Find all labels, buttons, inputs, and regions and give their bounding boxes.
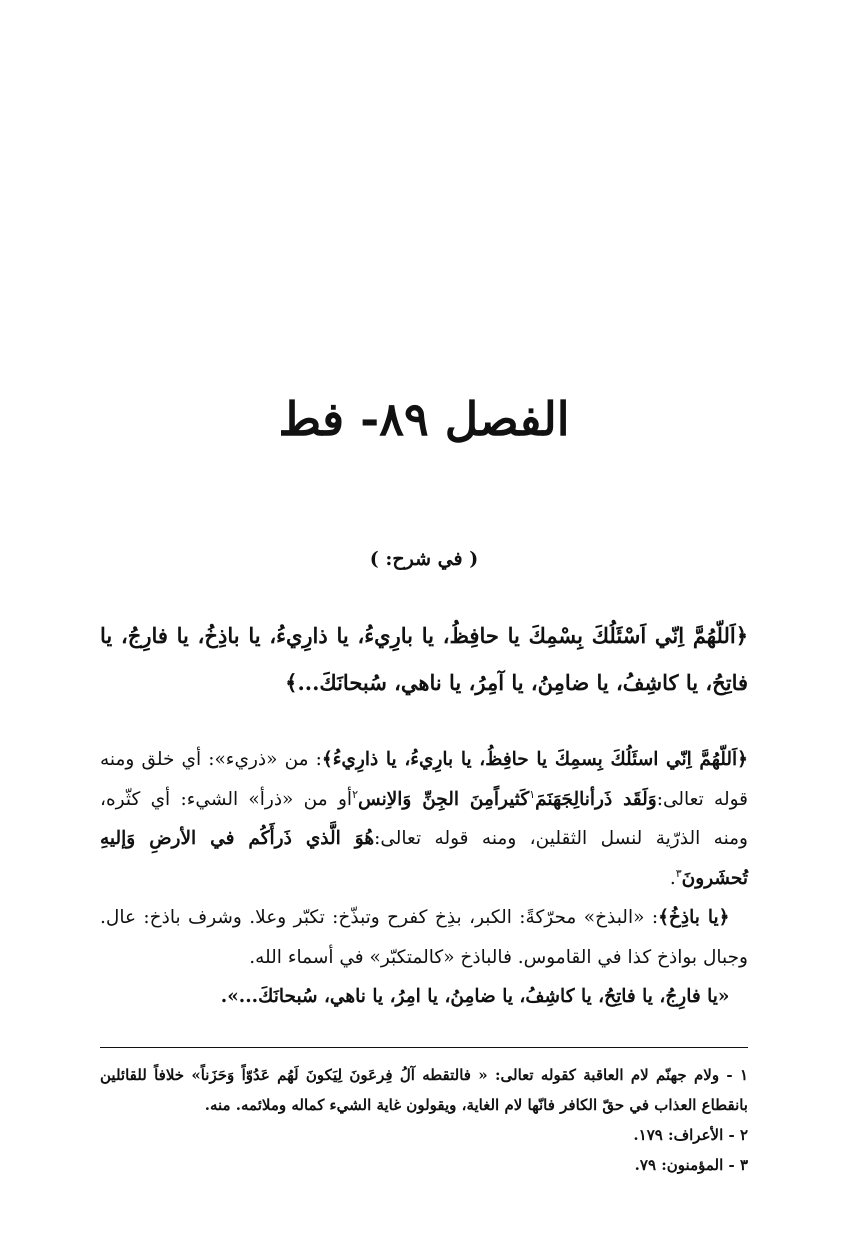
quoted-phrase: «يا فارِجُ، يا فاتِحُ، يا كاشِفُ، يا ضامِنُ، يا امِرُ، يا ناهي، سُبحانَكَ...». (220, 986, 730, 1007)
ornate-bracket-close: ﴾ (285, 670, 298, 695)
ornate-bracket-open: ﴿ (735, 623, 748, 648)
footnote-3: ٣ - المؤمنون: ٧٩. (634, 1156, 748, 1174)
footnote-ref: ٢ (352, 787, 358, 801)
footnote-1: ١ - ولام جهنّم لام العاقبة كقوله تعالى: « فالتقطه آلُ فِرعَونَ لِيَكونَ لَهُم عَدُوّاً وَحَزَناً» خلافاً للقائلين بانقطاع العذاب في حقّ الكافر فانّها لام الغاية، ويقولون غاية الشيء كماله وملائمه. منه. (100, 1066, 748, 1114)
quoted-phrase: يا باذِخُ (668, 907, 719, 928)
commentary-text: : «البذخ» محرّكةً: الكبر، بذِخ كفرح وتبذّخ: تكبّر وعلا. وشرف باذخ: عال. وجبال بواذخ كذا في القاموس. فالباذخ «كالمتكبّر» في أسماء الله. (100, 907, 748, 968)
quoted-phrase: اَللّهُمَّ اِنّي اسئَلُكَ بِسمِكَ يا حافِظُ، يا بارِيءُ، يا ذارِيءُ (332, 749, 738, 770)
prayer-text (100, 612, 748, 706)
footnote-divider (100, 1047, 748, 1048)
commentary (100, 740, 748, 1017)
footnote-ref: ١ (529, 787, 536, 801)
commentary-text: أو من «ذرأ» الشيء: أي كثّره، ومنه الذرّية لنسل الثقلين، ومنه قوله تعالى: (100, 788, 748, 849)
ornate-bracket-open: ﴿ (718, 907, 730, 928)
footnote-2: ٢ - الأعراف: ١٧٩. (633, 1126, 748, 1144)
ornate-bracket-open: ﴿ (737, 749, 748, 770)
commentary-paragraph-1 (100, 740, 748, 898)
quran-verse: وَلَقَد ذَرأنالِجَهَنَمَ (535, 788, 657, 810)
chapter-title: الفصل ٨٩- فط (278, 392, 570, 446)
commentary-paragraph-3 (100, 977, 748, 1017)
ornate-bracket-close: ﴾ (658, 907, 669, 928)
commentary-text: : من «ذريء»: أي خلق ومنه قوله تعالى: (100, 749, 748, 810)
prayer-body: اَللّهُمَّ اِنّي اَسْئَلُكَ بِسْمِكَ يا حافِظُ، يا بارِيءُ، يا ذارِيءُ، يا باذِخُ، يا فارِجُ، يا فاتِحُ، يا كاشِفُ، يا ضامِنُ، يا آمِرُ، يا ناهي، سُبحانَكَ... (100, 623, 748, 695)
footnotes (100, 1060, 748, 1180)
commentary-paragraph-2 (100, 898, 748, 977)
footnote-ref: ٣ (675, 866, 682, 880)
quran-verse: هُوَ الَّذي ذَرأَكُم في الأرضِ وَإليهِ تُحشَرونَ (100, 828, 748, 889)
period: . (669, 867, 676, 889)
quran-verse: كَثيراًمِنَ الجِنِّ وَالاِنس (357, 788, 530, 810)
ornate-bracket-close: ﴾ (321, 749, 333, 770)
section-subtitle: ( في شرح: ) (369, 548, 479, 570)
